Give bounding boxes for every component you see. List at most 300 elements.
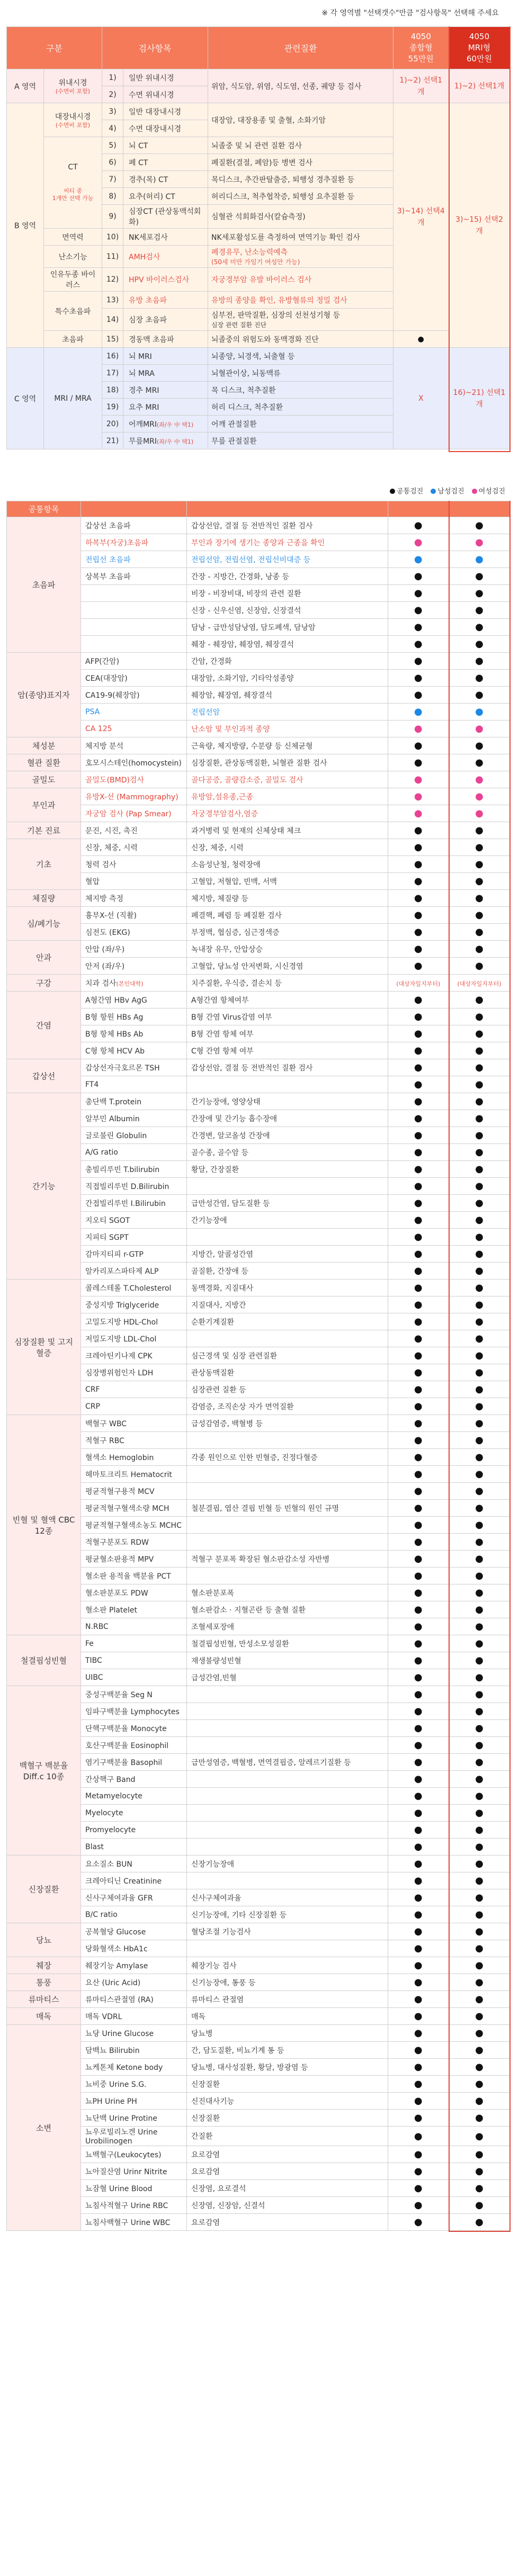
common-disease [187,1517,388,1534]
common-item: 안압 (좌/우) [81,941,187,958]
item-name: NK세포검사 [123,229,208,246]
check-dot-icon: ● [414,723,423,734]
item-name: 뇌 MRI [123,348,208,365]
common-item: 혈압 [81,873,187,890]
table-row [7,670,510,687]
common-disease: 신장염, 요로결석 [187,2180,388,2197]
check-dot-icon: ● [475,1113,484,1124]
common-item: CRP [81,1398,187,1415]
item-disease: 심부전, 판막질환, 심장의 선천성기형 등 심장 관련 질환 진단 [208,309,393,331]
common-disease [187,1771,388,1788]
check-dot-icon: ● [475,1028,484,1039]
mark-60 [449,805,510,822]
check-dot-icon: ● [414,943,423,954]
mark-4050 [388,1042,449,1059]
mark-60 [449,754,510,771]
check-dot-icon: ● [414,994,423,1005]
common-category: 류마티스 [7,1991,81,2008]
check-dot-icon: ● [414,1282,423,1293]
item-number: 2) [102,86,123,103]
common-item: 중성구백분율 Seg N [81,1686,187,1703]
item-disease: 폐질환(결절, 폐암)등 병변 검사 [208,154,393,171]
check-dot-icon: ● [414,1638,423,1649]
mark-60 [449,1551,510,1568]
check-dot-icon: ● [414,2112,423,2123]
check-dot-icon: ● [475,1807,484,1818]
mark-4050 [388,1618,449,1635]
mark-60 [449,907,510,924]
mark-60 [449,1754,510,1771]
mark-60 [449,856,510,873]
mark-4050 [388,534,449,551]
item-number: 15) [102,331,123,348]
common-item: 지피티 SGPT [81,1229,187,1246]
common-item: CEA(대장암) [81,670,187,687]
table-row [7,1856,510,1872]
common-disease [187,1229,388,1246]
common-item: 신사구체여과율 GFR [81,1889,187,1906]
table-row [7,1517,510,1534]
common-category: 매독 [7,2008,81,2025]
common-item: 뇨케톤체 Ketone body [81,2059,187,2076]
common-disease: 동맥경화, 지질대사 [187,1280,388,1296]
mark-60 [449,2042,510,2059]
table-row [7,1347,510,1364]
common-disease: 자궁경부암검사,염증 [187,805,388,822]
mark-60 [449,1025,510,1042]
check-dot-icon: ● [475,622,484,633]
mark-4050 [388,1720,449,1737]
col-item: 검사항목 [102,27,208,69]
mark-4050 [388,687,449,704]
check-dot-icon: ● [414,1418,423,1429]
pick-60: 16)~21) 선택1개 [449,348,510,449]
common-disease: 유방암,섬유종,근종 [187,788,388,805]
mark-4050 [388,1957,449,1974]
common-item: TIBC [81,1652,187,1669]
item-number: 7) [102,171,123,188]
check-dot-icon: ● [414,1994,423,2005]
group-label: 난소기능 [44,246,102,268]
common-item: 간접빌리루빈 I.Bilirubin [81,1195,187,1212]
common-item: 심전도 (EKG) [81,924,187,941]
check-dot-icon: ● [475,1316,484,1327]
mark-4050 [388,1991,449,2008]
common-disease: 간장애 및 간기능 흡수장애 [187,1110,388,1127]
common-category: 암(종양)표지자 [7,653,81,737]
mark-60 [449,1144,510,1161]
check-dot-icon: ● [475,1469,484,1480]
check-dot-icon: ● [475,672,484,683]
table-row [7,1703,510,1720]
mark-4050 [388,2197,449,2214]
mark-4050 [388,1754,449,1771]
common-item: N.RBC [81,1618,187,1635]
table-row [7,1263,510,1280]
mark-4050 [388,1127,449,1144]
common-item: 단핵구백분율 Monocyte [81,1720,187,1737]
mark-4050 [388,1703,449,1720]
common-disease [187,1737,388,1754]
check-dot-icon: ● [475,1181,484,1192]
mark-60 [449,1669,510,1686]
check-dot-icon: ● [475,1011,484,1022]
check-dot-icon: ● [475,1977,484,1988]
check-dot-icon: ● [414,1147,423,1158]
mark-60 [449,585,510,602]
table-row [7,1144,510,1161]
table-row [7,1025,510,1042]
check-dot-icon: ● [475,2166,484,2177]
table-row [7,1889,510,1906]
table-row [7,568,510,585]
mark-4050 [388,636,449,653]
mark-60 [449,1737,510,1754]
table-row [7,2042,510,2059]
common-disease: 근육량, 체지방량, 수분량 등 신체균형 [187,737,388,754]
common-disease: 지질대사, 지방간 [187,1296,388,1313]
common-disease: 심근경색 및 심장 관련질환 [187,1347,388,1364]
check-dot-icon: ● [475,2044,484,2056]
check-dot-icon: ● [475,1875,484,1886]
common-item: A/G ratio [81,1144,187,1161]
mark-4050 [388,788,449,805]
check-dot-icon: ● [475,2149,484,2160]
mark-60 [449,551,510,568]
common-disease: 과거병력 및 현재의 신체상태 체크 [187,822,388,839]
common-item: 감마지티피 r-GTP [81,1246,187,1263]
mark-60 [449,1618,510,1635]
common-item: 뇨아질산염 Urinr Nitrite [81,2163,187,2180]
legend-female: 여성검진 [472,488,505,496]
check-dot-icon: ● [414,554,423,565]
check-dot-icon: ● [475,1282,484,1293]
mark-4050 [388,1974,449,1991]
common-item: 체지방 측정 [81,890,187,907]
check-dot-icon: ● [414,859,423,870]
check-dot-icon: ● [414,1384,423,1395]
check-dot-icon: ● [475,943,484,954]
item-number: 16) [102,348,123,365]
check-dot-icon: ● [414,1333,423,1344]
pick-60: 3)~15) 선택2개 [449,103,510,348]
table-row [7,1212,510,1229]
check-dot-icon: ● [414,1926,423,1937]
common-item: 평균적혈구혈색소량 MCH [81,1500,187,1517]
mark-60 [449,1415,510,1432]
mark-60 [449,958,510,975]
mark-60 [449,2093,510,2110]
common-item: PSA [81,704,187,720]
table-row [7,1415,510,1432]
check-dot-icon: ● [475,1367,484,1378]
check-dot-icon: ● [414,1519,423,1530]
table-row [7,1381,510,1398]
common-disease: 골질환, 간장애 등 [187,1263,388,1280]
check-dot-icon: ● [475,1384,484,1395]
common-category: 체질량 [7,890,81,907]
mark-4050 [388,907,449,924]
mark-60 [449,1313,510,1330]
common-item: 크레아틴키나제 CPK [81,1347,187,1364]
mark-60 [449,1686,510,1703]
common-category: 혈관 질환 [7,754,81,771]
item-disease: 위암, 식도암, 위염, 식도염, 선종, 궤양 등 검사 [208,69,393,103]
check-dot-icon: ● [475,1757,484,1768]
table-row [7,1500,510,1517]
check-dot-icon: ● [475,1062,484,1073]
common-item: 혈소판분포도 PDW [81,1584,187,1601]
common-item: A형간염 HBv AgG [81,992,187,1008]
common-disease: 대장암, 소화기암, 기타악성종양 [187,670,388,687]
pick-4050: X [393,348,449,449]
common-item: 요산 (Uric Acid) [81,1974,187,1991]
common-category: 심장질환 및 고지혈증 [7,1280,81,1415]
table-row [7,958,510,975]
check-dot-icon: ● [475,1672,484,1683]
check-dot-icon: ● [475,537,484,548]
mark-60 [449,1500,510,1517]
mark-4050 [388,1229,449,1246]
check-dot-icon: ● [414,706,423,717]
common-item: 총빌리루빈 T.bilirubin [81,1161,187,1178]
table-row [7,822,510,839]
check-dot-icon: ● [475,723,484,734]
common-item: 갑상선 초음파 [81,517,187,534]
mark-60 [449,1127,510,1144]
mark-4050 [388,1601,449,1618]
check-dot-icon: ● [475,1790,484,1802]
check-dot-icon: ● [475,1858,484,1869]
mark-4050 [388,737,449,754]
item-name: 심장 초음파 [123,309,208,331]
mark-60 [449,619,510,636]
item-name: 경추(목) CT [123,171,208,188]
item-disease: 자궁경부암 유발 바이러스 검사 [208,268,393,292]
table-row [7,1432,510,1449]
check-dot-icon: ● [475,1553,484,1564]
item-disease: 심혈관 석회화검사(칼슘측정) [208,205,393,229]
legend-common: 공통검진 [390,488,423,496]
table-row [7,1957,510,1974]
mark-4050 [388,1686,449,1703]
mark-60 [449,1872,510,1889]
mark-4050 [388,1212,449,1229]
check-dot-icon: ● [475,1418,484,1429]
mark-60: (대상자일지부터) [449,975,510,992]
common-item: 흉부X-선 (직촬) [81,907,187,924]
common-item: 고밀도지방 HDL-Chol [81,1313,187,1330]
common-disease: 신장기능장애 [187,1856,388,1872]
table-row [7,1822,510,1839]
common-category: 신장질환 [7,1856,81,1923]
common-item: 지오티 SGOT [81,1212,187,1229]
area-label: C 영역 [7,348,44,449]
table-row [7,754,510,771]
selection-note: ※ 각 영역별 "선택갯수"만큼 "검사항목" 선택해 주세요 [321,9,499,17]
check-dot-icon: ● [475,1536,484,1547]
table-row [7,1483,510,1500]
common-item: 안저 (좌/우) [81,958,187,975]
mark-60 [449,2110,510,2127]
common-disease: 순환기계질환 [187,1313,388,1330]
common-item: 알카리포스파타제 ALP [81,1263,187,1280]
common-item: 심장병위험인자 LDH [81,1364,187,1381]
check-dot-icon: ● [414,1485,423,1497]
group-label: 특수초음파 [44,292,102,331]
legend-male: 남성검진 [431,488,464,496]
check-dot-icon: ● [414,1960,423,1971]
common-item: Myelocyte [81,1805,187,1822]
table-row [7,1364,510,1381]
common-disease: 혈소판분포폭 [187,1584,388,1601]
table-row [7,1313,510,1330]
check-dot-icon: ● [475,1485,484,1497]
table-row [7,534,510,551]
mark-4050 [388,1584,449,1601]
common-item: 염기구백분율 Basophil [81,1754,187,1771]
mark-4050 [388,1263,449,1280]
mark-60 [449,822,510,839]
check-dot-icon: ● [475,1130,484,1141]
common-item: CA 125 [81,720,187,737]
common-disease [187,1686,388,1703]
common-disease: 각종 원인으로 인한 빈혈증, 진정다혈증 [187,1449,388,1466]
area-label: B 영역 [7,103,44,348]
col-60: 4050 MRI형 60만원 [449,27,510,69]
common-disease: 췌장기능 검사 [187,1957,388,1974]
mark-60 [449,1771,510,1788]
mark-60 [449,1381,510,1398]
common-disease: 부인과 장기에 생기는 종양과 근종을 확인 [187,534,388,551]
check-dot-icon: ● [414,1130,423,1141]
selectable-items-table [6,26,511,452]
mark-4050 [388,1246,449,1263]
check-dot-icon: ● [414,1790,423,1802]
check-dot-icon: ● [414,1164,423,1175]
table-row [7,1805,510,1822]
check-dot-icon: ● [414,1672,423,1683]
check-dot-icon: ● [475,2095,484,2106]
mark-4050 [388,1466,449,1483]
mark-60 [449,1280,510,1296]
check-dot-icon: ● [414,1096,423,1107]
common-category: 소변 [7,2025,81,2231]
check-dot-icon: ● [475,926,484,938]
mark-4050 [388,551,449,568]
mark-60 [449,1822,510,1839]
common-item: 신장, 체중, 시력 [81,839,187,856]
item-disease: 무릎 관절질환 [208,433,393,449]
mark-4050 [388,1076,449,1093]
mark-60 [449,1635,510,1652]
common-disease [187,1872,388,1889]
mark-4050 [388,2110,449,2127]
common-disease: 철결핍성빈혈, 만성소모성질환 [187,1635,388,1652]
table-row [7,839,510,856]
check-dot-icon: ● [414,825,423,836]
mark-60 [449,2163,510,2180]
mark-60 [449,687,510,704]
check-dot-icon: ● [414,774,423,785]
table-row [7,975,510,992]
mark-4050 [388,1178,449,1195]
common-disease: 재생불량성빈혈 [187,1652,388,1669]
mark-60 [449,1195,510,1212]
mark-4050 [388,585,449,602]
mark-4050 [388,958,449,975]
common-disease: 체지방, 체질량 등 [187,890,388,907]
table-row [7,704,510,720]
area-label: A 영역 [7,69,44,103]
mark-4050 [388,568,449,585]
mark-60 [449,1720,510,1737]
item-disease: 뇌종양, 뇌경색, 뇌출혈 등 [208,348,393,365]
check-dot-icon: ● [414,1011,423,1022]
common-disease: 당뇨병, 대사성질환, 황달, 방광염 등 [187,2059,388,2076]
check-dot-icon: ● [414,2183,423,2194]
mark-60 [449,788,510,805]
item-disease: 대장암, 대장용종 및 출혈, 소화기암 [208,103,393,137]
common-item: Promyelocyte [81,1822,187,1839]
common-disease [187,1788,388,1805]
check-dot-icon: ● [475,1892,484,1903]
check-dot-icon: ● [475,1604,484,1615]
check-dot-icon: ● [414,757,423,768]
common-disease: 간, 담도질환, 비뇨기계 통 등 [187,2042,388,2059]
item-number: 3) [102,103,123,120]
common-disease: 담낭 - 급만성담낭염, 담도폐색, 담낭암 [187,619,388,636]
col-area: 구분 [7,27,102,69]
check-dot-icon: ● [414,2095,423,2106]
common-item: 매독 VDRL [81,2008,187,2025]
check-dot-icon: ● [414,1045,423,1056]
mark-4050 [388,1906,449,1923]
table-row [7,2163,510,2180]
common-disease: 신진대사기능 [187,2093,388,2110]
check-dot-icon: ● [475,774,484,785]
item-number: 4) [102,120,123,137]
mark-60 [449,737,510,754]
check-dot-icon: ● [414,605,423,616]
table-row [7,856,510,873]
item-name: 요추(허리) CT [123,188,208,205]
table-row [7,924,510,941]
mark-4050 [388,890,449,907]
common-item: 체지방 분석 [81,737,187,754]
check-dot-icon: ● [414,1502,423,1514]
common-disease [187,1483,388,1500]
mark-60 [449,992,510,1008]
common-disease: 폐결핵, 폐렴 등 폐질환 검사 [187,907,388,924]
check-dot-icon: ● [414,1807,423,1818]
common-disease: 급성감염증, 백혈병 등 [187,1415,388,1432]
mark-4050 [388,1144,449,1161]
mark-4050 [388,924,449,941]
mark-4050 [388,619,449,636]
table-row [7,1008,510,1025]
table-row [7,1229,510,1246]
mark-60 [449,1059,510,1076]
table-row [7,348,510,365]
check-dot-icon: ● [414,2200,423,2211]
check-dot-icon: ● [475,1350,484,1361]
item-name: 어깨MRI(좌/우 中 택1) [123,416,208,433]
item-name: 수면 위내시경 [123,86,208,103]
mark-60 [449,1534,510,1551]
common-item: 혈소판 Platelet [81,1601,187,1618]
check-dot-icon: ● [475,1096,484,1107]
